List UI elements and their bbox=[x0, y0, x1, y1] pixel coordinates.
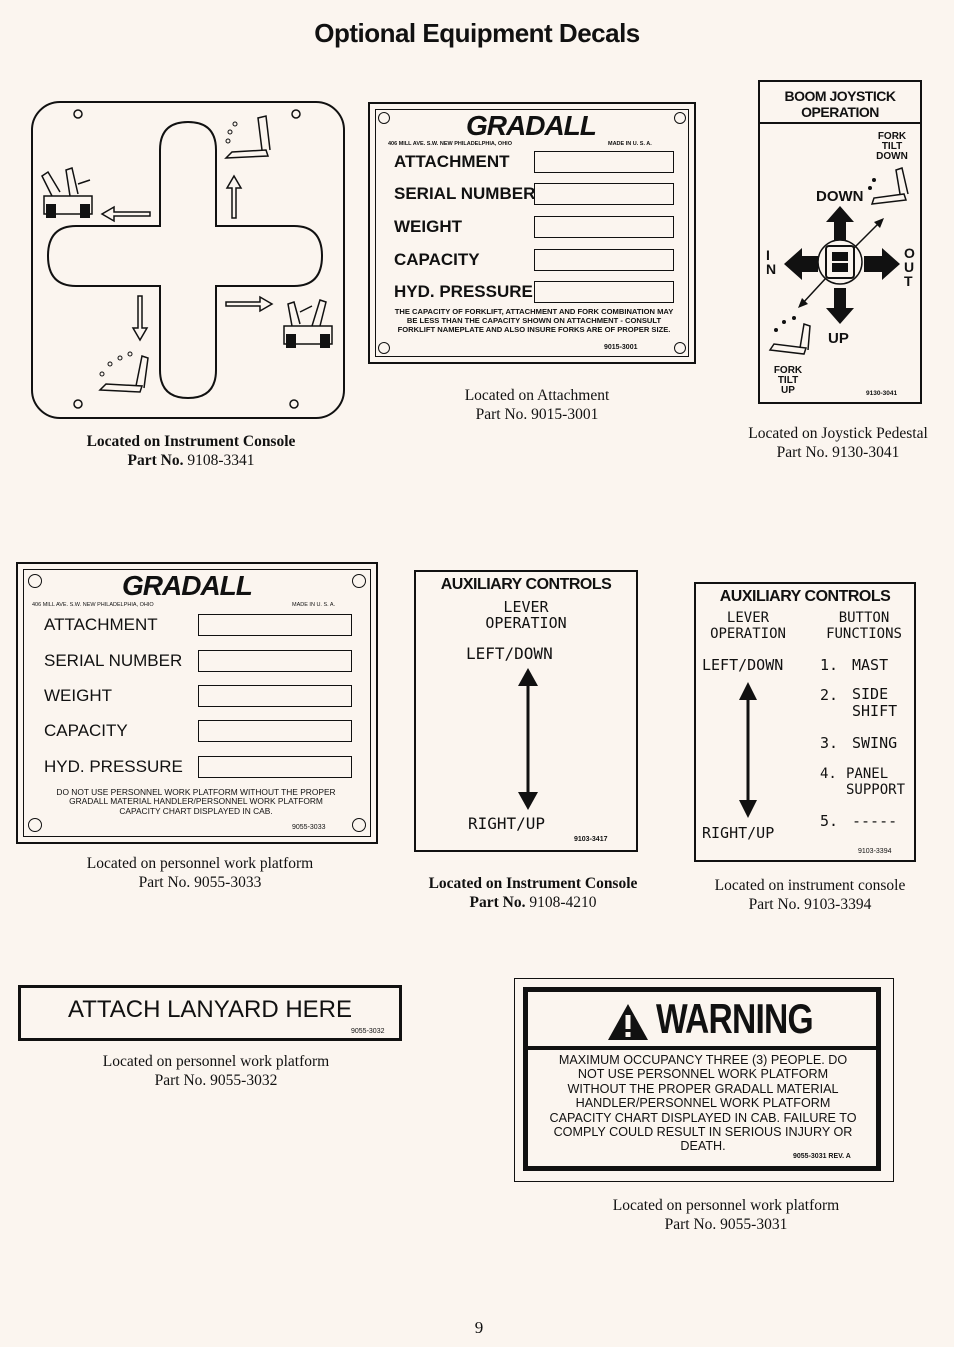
label-word: UP bbox=[781, 385, 795, 396]
decal-boom-joystick bbox=[758, 80, 922, 404]
caption-lanyard bbox=[56, 1052, 376, 1090]
decal-attachment-plate bbox=[368, 102, 696, 364]
field-box bbox=[534, 249, 674, 271]
caption-partno: Part No. 9015-3001 bbox=[475, 406, 599, 423]
warning-header: WARNING bbox=[656, 995, 813, 1042]
notice-text: THE CAPACITY OF FORKLIFT, ATTACHMENT AND FORK COMBINATION MAY BE LESS THAN THE CAPACITY SHOWN ON ATTACHMENT - CONSULT FORKLIFT NAMEPLATE AND ALSO INSURE FORKS ARE OF PROPER SIZE. bbox=[394, 307, 674, 334]
made-in-text: MADE IN U. S. A. bbox=[608, 141, 652, 147]
field-label: WEIGHT bbox=[394, 217, 462, 236]
part-code: 9103-3417 bbox=[574, 836, 608, 843]
brand-logo: GRADALL bbox=[122, 570, 252, 601]
double-arrow-icon bbox=[514, 668, 542, 810]
left-down-label: LEFT/DOWN bbox=[466, 644, 553, 663]
field-label: ATTACHMENT bbox=[394, 152, 510, 171]
label-letter: U bbox=[904, 259, 915, 275]
function-text: SWING bbox=[852, 734, 898, 752]
rivet bbox=[28, 818, 42, 832]
caption-line: Located on personnel work platform bbox=[612, 1197, 840, 1214]
field-box bbox=[198, 756, 352, 778]
caption-console-cross bbox=[30, 432, 352, 470]
label-word: TILT bbox=[777, 375, 799, 386]
field-label: SERIAL NUMBER bbox=[394, 184, 536, 203]
warning-header-row bbox=[528, 992, 876, 1050]
field-box bbox=[198, 685, 352, 707]
aux-sub: LEVER bbox=[503, 598, 549, 616]
field-label: SERIAL NUMBER bbox=[44, 651, 183, 670]
right-up-label: RIGHT/UP bbox=[468, 814, 546, 833]
function-text: SIDE SHIFT bbox=[852, 685, 898, 720]
down-label: DOWN bbox=[816, 188, 864, 205]
col-word: BUTTON bbox=[838, 610, 890, 626]
function-text: MAST bbox=[852, 656, 889, 674]
caption-partno: Part No. 9103-3394 bbox=[748, 896, 872, 913]
caption-line: Located on Attachment bbox=[464, 387, 610, 404]
caption-platform-plate bbox=[40, 854, 360, 892]
function-text: ----- bbox=[852, 812, 898, 830]
notice-text: DO NOT USE PERSONNEL WORK PLATFORM WITHOUT THE PROPER GRADALL MATERIAL HANDLER/PERSONNEL WORK PLATFORM CAPACITY CHART DISPLAYED IN CAB. bbox=[56, 787, 336, 816]
aux-sub: OPERATION bbox=[485, 614, 567, 632]
caption-line: Located on instrument console bbox=[714, 877, 906, 894]
rivet bbox=[378, 112, 390, 124]
rivet bbox=[352, 574, 366, 588]
label-word: FORK bbox=[877, 131, 907, 142]
field-label: HYD. PRESSURE bbox=[44, 757, 183, 776]
decal-warning bbox=[514, 978, 894, 1182]
caption-aux-lever bbox=[404, 874, 662, 912]
label-word: DOWN bbox=[876, 151, 908, 162]
label-word: FORK bbox=[773, 365, 803, 376]
caption-aux-button bbox=[690, 876, 930, 914]
function-num: 4. bbox=[820, 766, 837, 782]
rivet bbox=[674, 112, 686, 124]
button-col-header bbox=[812, 610, 916, 642]
col-word: FUNCTIONS bbox=[826, 626, 902, 642]
made-in-text: MADE IN U. S. A. bbox=[292, 602, 336, 608]
decal-lanyard bbox=[18, 985, 402, 1041]
function-num: 5. bbox=[820, 812, 839, 830]
field-label: ATTACHMENT bbox=[44, 615, 158, 634]
rivet bbox=[352, 818, 366, 832]
up-label: UP bbox=[828, 330, 849, 347]
part-code: 9055-3032 bbox=[351, 1028, 385, 1035]
field-box bbox=[198, 650, 352, 672]
field-box bbox=[534, 281, 674, 303]
caption-attachment-plate bbox=[376, 386, 698, 424]
left-down-label: LEFT/DOWN bbox=[702, 656, 784, 674]
caption-line: Located on Instrument Console bbox=[428, 875, 638, 892]
caption-line: Located on Joystick Pedestal bbox=[748, 425, 928, 442]
address-text: 406 MILL AVE. S.W. NEW PHILADELPHIA, OHIO bbox=[32, 602, 154, 608]
caption-boom-joystick bbox=[724, 424, 952, 462]
rivet bbox=[378, 342, 390, 354]
function-num: 3. bbox=[820, 734, 839, 752]
label-letter: O bbox=[904, 245, 915, 261]
field-box bbox=[534, 183, 674, 205]
field-box bbox=[198, 614, 352, 636]
partno-number: 9108-3341 bbox=[187, 452, 255, 469]
part-code: 9130-3041 bbox=[866, 390, 898, 397]
caption-line: Located on personnel work platform bbox=[102, 1053, 330, 1070]
label-letter: N bbox=[766, 261, 777, 277]
aux-header: AUXILIARY CONTROLS bbox=[719, 588, 891, 605]
joystick-arrows bbox=[760, 82, 920, 402]
aux-header: AUXILIARY CONTROLS bbox=[440, 576, 612, 593]
caption-partno bbox=[30, 451, 352, 470]
col-word: OPERATION bbox=[710, 626, 786, 642]
rivet bbox=[28, 574, 42, 588]
warning-triangle-icon bbox=[606, 1002, 650, 1042]
header-line: BOOM JOYSTICK bbox=[784, 88, 896, 104]
caption-warning bbox=[586, 1196, 866, 1234]
brand-logo: GRADALL bbox=[466, 110, 596, 141]
caption-partno: Part No. 9055-3033 bbox=[138, 874, 262, 891]
decal-aux-button bbox=[694, 582, 916, 862]
label-word: TILT bbox=[881, 141, 903, 152]
part-code: 9055-3031 REV. A bbox=[793, 1153, 851, 1160]
warning-body: MAXIMUM OCCUPANCY THREE (3) PEOPLE. DO NOT USE PERSONNEL WORK PLATFORM WITHOUT THE PROPER GRADALL MATERIAL HANDLER/PERSONNEL WORK PLATFORM CAPACITY CHART DISPLAYED IN CAB. FAILURE TO COMPLY COULD RESULT IN SERIOUS INJURY OR DEATH. bbox=[549, 1053, 857, 1154]
function-text: PANEL SUPPORT bbox=[846, 766, 906, 798]
caption-line: Located on personnel work platform bbox=[86, 855, 314, 872]
partno-prefix: Part No. bbox=[127, 452, 184, 469]
caption-partno: Part No. 9130-3041 bbox=[776, 444, 900, 461]
decal-console-cross bbox=[30, 100, 346, 420]
caption-line: Located on Instrument Console bbox=[86, 433, 296, 450]
function-num: 1. bbox=[820, 656, 839, 674]
field-box bbox=[534, 151, 674, 173]
partno-number: 9108-4210 bbox=[529, 894, 597, 911]
part-code: 9015-3001 bbox=[604, 344, 638, 351]
field-label: CAPACITY bbox=[394, 250, 480, 269]
page-number: 9 bbox=[474, 1318, 484, 1337]
right-up-label: RIGHT/UP bbox=[702, 824, 775, 842]
field-label: HYD. PRESSURE bbox=[394, 282, 533, 301]
address-text: 406 MILL AVE. S.W. NEW PHILADELPHIA, OHIO bbox=[388, 141, 512, 147]
col-word: LEVER bbox=[726, 610, 770, 626]
caption-partno: Part No. 9055-3032 bbox=[154, 1072, 278, 1089]
page-title: Optional Equipment Decals bbox=[314, 18, 640, 48]
part-code: 9103-3394 bbox=[858, 848, 892, 855]
caption-partno bbox=[404, 893, 662, 912]
lanyard-text: ATTACH LANYARD HERE bbox=[67, 996, 353, 1023]
lever-col-header bbox=[696, 610, 800, 642]
function-num: 2. bbox=[820, 686, 839, 704]
rivet bbox=[674, 342, 686, 354]
field-box bbox=[534, 216, 674, 238]
partno-prefix: Part No. bbox=[469, 894, 526, 911]
field-label: CAPACITY bbox=[44, 721, 128, 740]
cross-diagram bbox=[30, 100, 346, 420]
label-letter: T bbox=[904, 273, 913, 289]
header-line: OPERATION bbox=[801, 104, 879, 120]
field-label: WEIGHT bbox=[44, 686, 112, 705]
label-letter: I bbox=[766, 247, 770, 263]
part-code: 9055-3033 bbox=[292, 824, 326, 831]
decal-platform-plate bbox=[16, 562, 378, 844]
decal-aux-lever bbox=[414, 570, 638, 852]
double-arrow-icon bbox=[736, 682, 760, 818]
field-box bbox=[198, 720, 352, 742]
caption-partno: Part No. 9055-3031 bbox=[664, 1216, 788, 1233]
